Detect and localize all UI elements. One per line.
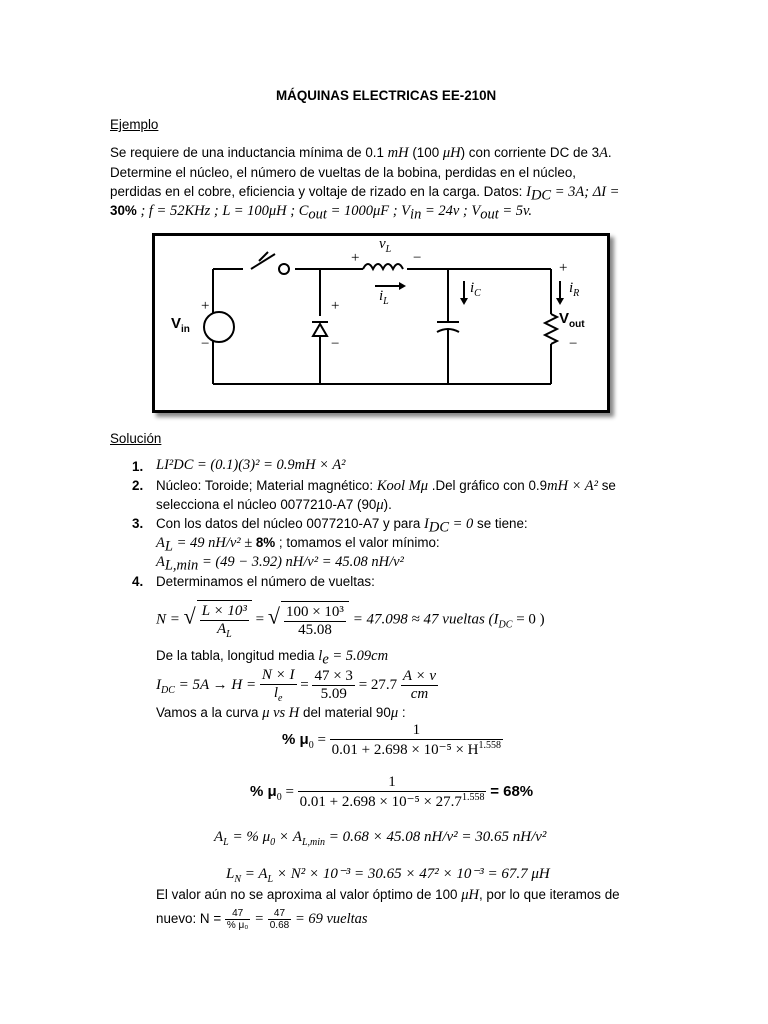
step-3-line-3: $A_{L,min} = (49 - 3.92) nH/v^2 = 45.08$ nH/v² [156, 554, 404, 574]
ejemplo-line-1: Se requiere de una inductancia mínima de 0.1 mH (100 μH) con corriente DC de 3A. [110, 145, 612, 161]
vin-plus: + [201, 298, 210, 314]
tabla-line: De la tabla, longitud media $l_e = 5.09cm$ [156, 648, 389, 668]
iL-arrowhead [399, 282, 406, 290]
step-2-line-1: Núcleo: Toroide; Material magnético: Kool Mμ .Del gráfico con 0.9mH × A² se [156, 478, 616, 494]
field-intensity-equation: $I_{DC} = 5A \to H$ = $\frac{N \times I}{l_e}$ = $\frac{47 \times 3}{5.09}$ = 27.7 $\frac{A \times v}{cm}$ [156, 667, 437, 704]
step-3-line-1: Con los datos del núcleo 0077210-A7 y para $I_{DC} = 0$ se tiene: [156, 516, 528, 536]
vout-label: $V_{out}$ [559, 310, 585, 330]
permeability-value: % $\mu_0$ = $\frac{1}{0.01 + 2.698 \times 10^{-5} \times 27.7^{1.558}}$ = 68% [250, 774, 534, 810]
buck-converter-circuit [152, 233, 610, 413]
vL-minus: − [413, 250, 422, 266]
diode-plus: + [331, 298, 340, 314]
resistor-zigzag [545, 314, 557, 344]
al-equation: $A_L$ = % $\mu_0 \times A_{L,min} = 0.68 \times 45.08$ nH/v² = 30.65 nH/v² [214, 829, 547, 848]
step-4-text: Determinamos el número de vueltas: [156, 574, 375, 589]
final-line-1: El valor aún no se aproxima al valor óptimo de 100 μH, por lo que iteramos de [156, 887, 620, 903]
iL-label: $i_L$ [379, 288, 389, 307]
switch-contact [279, 264, 289, 274]
ejemplo-line-4: 30% ; f = 52KHz ; L = 100μH ; $C_{out} = 1000\mu F$ ; $V_{in} = 24v$ ; $V_{out} = 5v$. [110, 203, 533, 223]
step-3-number: 3. [132, 516, 144, 531]
curva-line: Vamos a la curva μ vs H del material 90μ : [156, 705, 406, 721]
iC-arrowhead [460, 298, 468, 305]
diode-body [313, 324, 327, 336]
vin-label: $V_{in}$ [171, 315, 190, 335]
inductor-coil [363, 264, 403, 269]
step-4-number: 4. [132, 574, 144, 589]
vout-minus: − [569, 336, 578, 352]
vin-minus: − [201, 336, 210, 352]
vout-plus: + [559, 260, 568, 276]
step-3-line-2: $A_L = 49$ nH/v² ± 8% ; tomamos el valor mínimo: [156, 535, 440, 555]
solucion-heading: Solución [110, 431, 162, 446]
permeability-formula: % $\mu_0$ = $\frac{1}{0.01 + 2.698 \times 10^{-5} \times H^{1.558}}$ [282, 722, 502, 758]
iR-label: $i_R$ [569, 280, 580, 299]
step-2-line-2: selecciona el núcleo 0077210-A7 (90μ). [156, 497, 392, 513]
circuit-schematic [155, 236, 607, 410]
ejemplo-heading: Ejemplo [110, 117, 159, 132]
iR-arrowhead [556, 298, 564, 305]
vL-plus: + [351, 250, 360, 266]
diode-minus: − [331, 336, 340, 352]
final-line-2: nuevo: N = $\frac{47}{\text{\% μ₀}}$ = $\frac{47}{0.68}$ = 69 vueltas [156, 908, 368, 931]
step-1-equation: LI²DC = (0.1)(3)² = 0.9mH × A² [156, 457, 346, 473]
vL-label: $v_L$ [379, 236, 392, 255]
ejemplo-line-3: perdidas en el cobre, eficiencia y voltaje de rizado en la carga. Datos: $I_{DC} = 3A$; ΔI = [110, 184, 620, 204]
iC-label: $i_C$ [470, 280, 481, 299]
ejemplo-line-2: Determine el núcleo, el número de vueltas de la bobina, perdidas en el núcleo, [110, 165, 576, 180]
step-2-number: 2. [132, 478, 144, 493]
turns-equation: N = √ $\frac{\text{L × 10³}}{A_L}$ = √ $\frac{\text{100 × 10³}}{45.08}$ = 47.098 ≈ 47 vueltas ($I_{DC} = 0$ ) [156, 600, 545, 640]
ln-equation: $L_N = A_L \times N^2 \times 10^{-3} = 30.65 \times 47^2 \times 10^{-3} = 67.7$ μH [226, 866, 550, 885]
step-1-number: 1. [132, 459, 144, 474]
page-title: MÁQUINAS ELECTRICAS EE-210N [276, 88, 497, 103]
